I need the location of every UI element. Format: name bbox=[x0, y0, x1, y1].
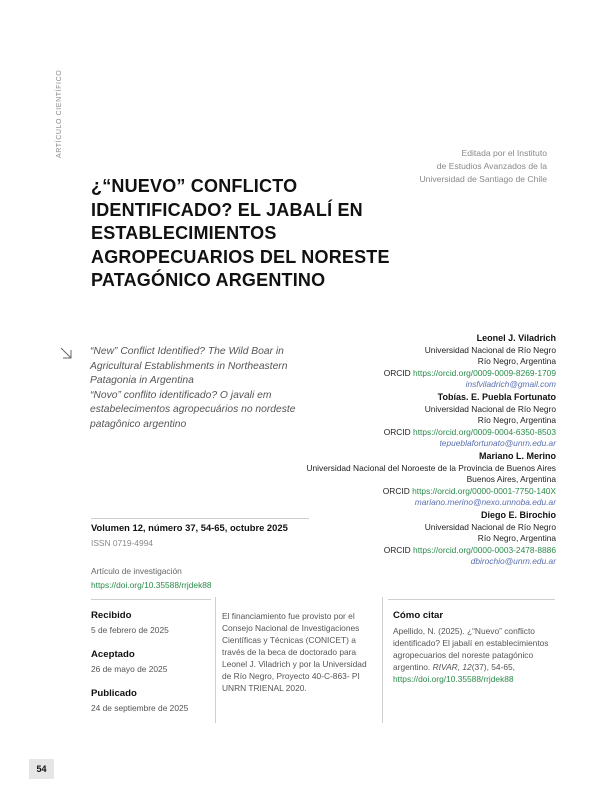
citation-journal: RIVAR, bbox=[432, 662, 461, 672]
author-email[interactable]: dbirochio@unrn.edu.ar bbox=[470, 556, 556, 567]
citation-text bbox=[393, 625, 563, 685]
arrow-down-right-icon bbox=[59, 346, 73, 360]
article-title: ¿“NUEVO” CONFLICTO IDENTIFICADO? EL JABALÍ EN ESTABLECIMIENTOS AGROPECUARIOS DEL NORESTE PATAGÓNICO ARGENTINO bbox=[91, 176, 390, 290]
issn: ISSN 0719-4994 bbox=[91, 538, 153, 548]
author-name: Leonel J. Viladrich bbox=[476, 333, 556, 343]
author-orcid bbox=[236, 368, 556, 380]
orcid-label: ORCID bbox=[383, 426, 411, 437]
orcid-label: ORCID bbox=[383, 544, 411, 555]
author-location: Buenos Aires, Argentina bbox=[466, 474, 556, 485]
divider bbox=[91, 599, 211, 600]
received-date: 5 de febrero de 2025 bbox=[91, 625, 169, 635]
portuguese-title: “Novo” conflito identificado? O javali em estabelecimentos agropecuários no nordeste patagônico argentino bbox=[90, 389, 296, 430]
orcid-link[interactable]: https://orcid.org/0000-0003-2478-8886 bbox=[413, 544, 556, 555]
author-affiliation: Universidad Nacional de Río Negro bbox=[424, 521, 556, 532]
accepted-date: 26 de mayo de 2025 bbox=[91, 664, 168, 674]
page-number: 54 bbox=[29, 759, 54, 779]
author-email[interactable]: tepueblafortunato@unrn.edu.ar bbox=[439, 438, 556, 449]
citation-volume: 12 bbox=[462, 662, 472, 672]
citation-doi-link[interactable]: https://doi.org/10.35588/rrjdek88 bbox=[393, 674, 514, 684]
section-label: ARTÍCULO CIENTÍFICO bbox=[56, 69, 63, 158]
received-label: Recibido bbox=[91, 610, 132, 621]
author-entry bbox=[236, 333, 556, 391]
author-name: Mariano L. Merino bbox=[478, 450, 556, 461]
orcid-link[interactable]: https://orcid.org/0009-0009-8269-1709 bbox=[413, 367, 556, 378]
orcid-label: ORCID bbox=[382, 485, 410, 496]
accepted-label: Aceptado bbox=[91, 649, 135, 660]
volume-info: Volumen 12, número 37, 54-65, octubre 2025 bbox=[91, 522, 288, 533]
divider bbox=[382, 597, 383, 723]
author-location: Río Negro, Argentina bbox=[477, 356, 556, 367]
citation-body: Apellido, N. (2025). ¿“Nuevo” conflicto identificado? El jabalí en establecimientos agropecuarios del noreste patagónico argentino. bbox=[393, 626, 549, 672]
divider bbox=[91, 518, 309, 519]
published-date: 24 de septiembre de 2025 bbox=[91, 703, 189, 713]
citation-block bbox=[393, 610, 563, 685]
funding-statement: El financiamiento fue provisto por el Consejo Nacional de Investigaciones Científicas y Técnicas (CONICET) a través de la beca de doctorado para Leonel J. Viladrich y por la Universidad de Río Negro, Proyecto 40-C-863- PI UNRN TRIENAL 2020. bbox=[222, 611, 367, 693]
author-entry bbox=[236, 392, 556, 450]
author-affiliation: Universidad Nacional de Río Negro bbox=[424, 403, 556, 414]
editorial-line: Universidad de Santiago de Chile bbox=[419, 174, 547, 184]
published-label: Publicado bbox=[91, 688, 137, 699]
orcid-label: ORCID bbox=[383, 367, 411, 378]
editorial-line: Editada por el Instituto bbox=[461, 148, 547, 158]
orcid-link[interactable]: https://orcid.org/0000-0001-7750-140X bbox=[412, 485, 556, 496]
publication-dates bbox=[91, 610, 211, 727]
author-list bbox=[236, 332, 556, 569]
article-type: Artículo de investigación bbox=[91, 566, 182, 576]
author-name: Tobías. E. Puebla Fortunato bbox=[437, 391, 556, 402]
author-affiliation: Universidad Nacional del Noroeste de la Provincia de Buenos Aires bbox=[306, 462, 556, 473]
author-orcid bbox=[236, 545, 556, 557]
citation-label: Cómo citar bbox=[393, 610, 444, 621]
doi-link[interactable]: https://doi.org/10.35588/rrjdek88 bbox=[91, 580, 212, 590]
author-name: Diego E. Birochio bbox=[480, 509, 556, 520]
author-entry bbox=[236, 451, 556, 509]
author-email[interactable]: mariano.merino@nexo.unnoba.edu.ar bbox=[414, 497, 556, 508]
author-orcid bbox=[236, 486, 556, 498]
citation-pages: (37), 54-65, bbox=[471, 662, 515, 672]
english-title: “New” Conflict Identified? The Wild Boar in Agricultural Establishments in Northeastern Patagonia in Argentina bbox=[90, 346, 288, 386]
divider bbox=[388, 599, 555, 600]
orcid-link[interactable]: https://orcid.org/0009-0004-6350-8503 bbox=[413, 426, 556, 437]
editorial-line: de Estudios Avanzados de la bbox=[436, 161, 547, 171]
author-email[interactable]: insfviladrich@gmail.com bbox=[465, 379, 556, 390]
author-location: Río Negro, Argentina bbox=[477, 533, 556, 544]
divider bbox=[215, 597, 216, 723]
author-orcid bbox=[236, 427, 556, 439]
author-affiliation: Universidad Nacional de Río Negro bbox=[424, 344, 556, 355]
author-location: Río Negro, Argentina bbox=[477, 415, 556, 426]
